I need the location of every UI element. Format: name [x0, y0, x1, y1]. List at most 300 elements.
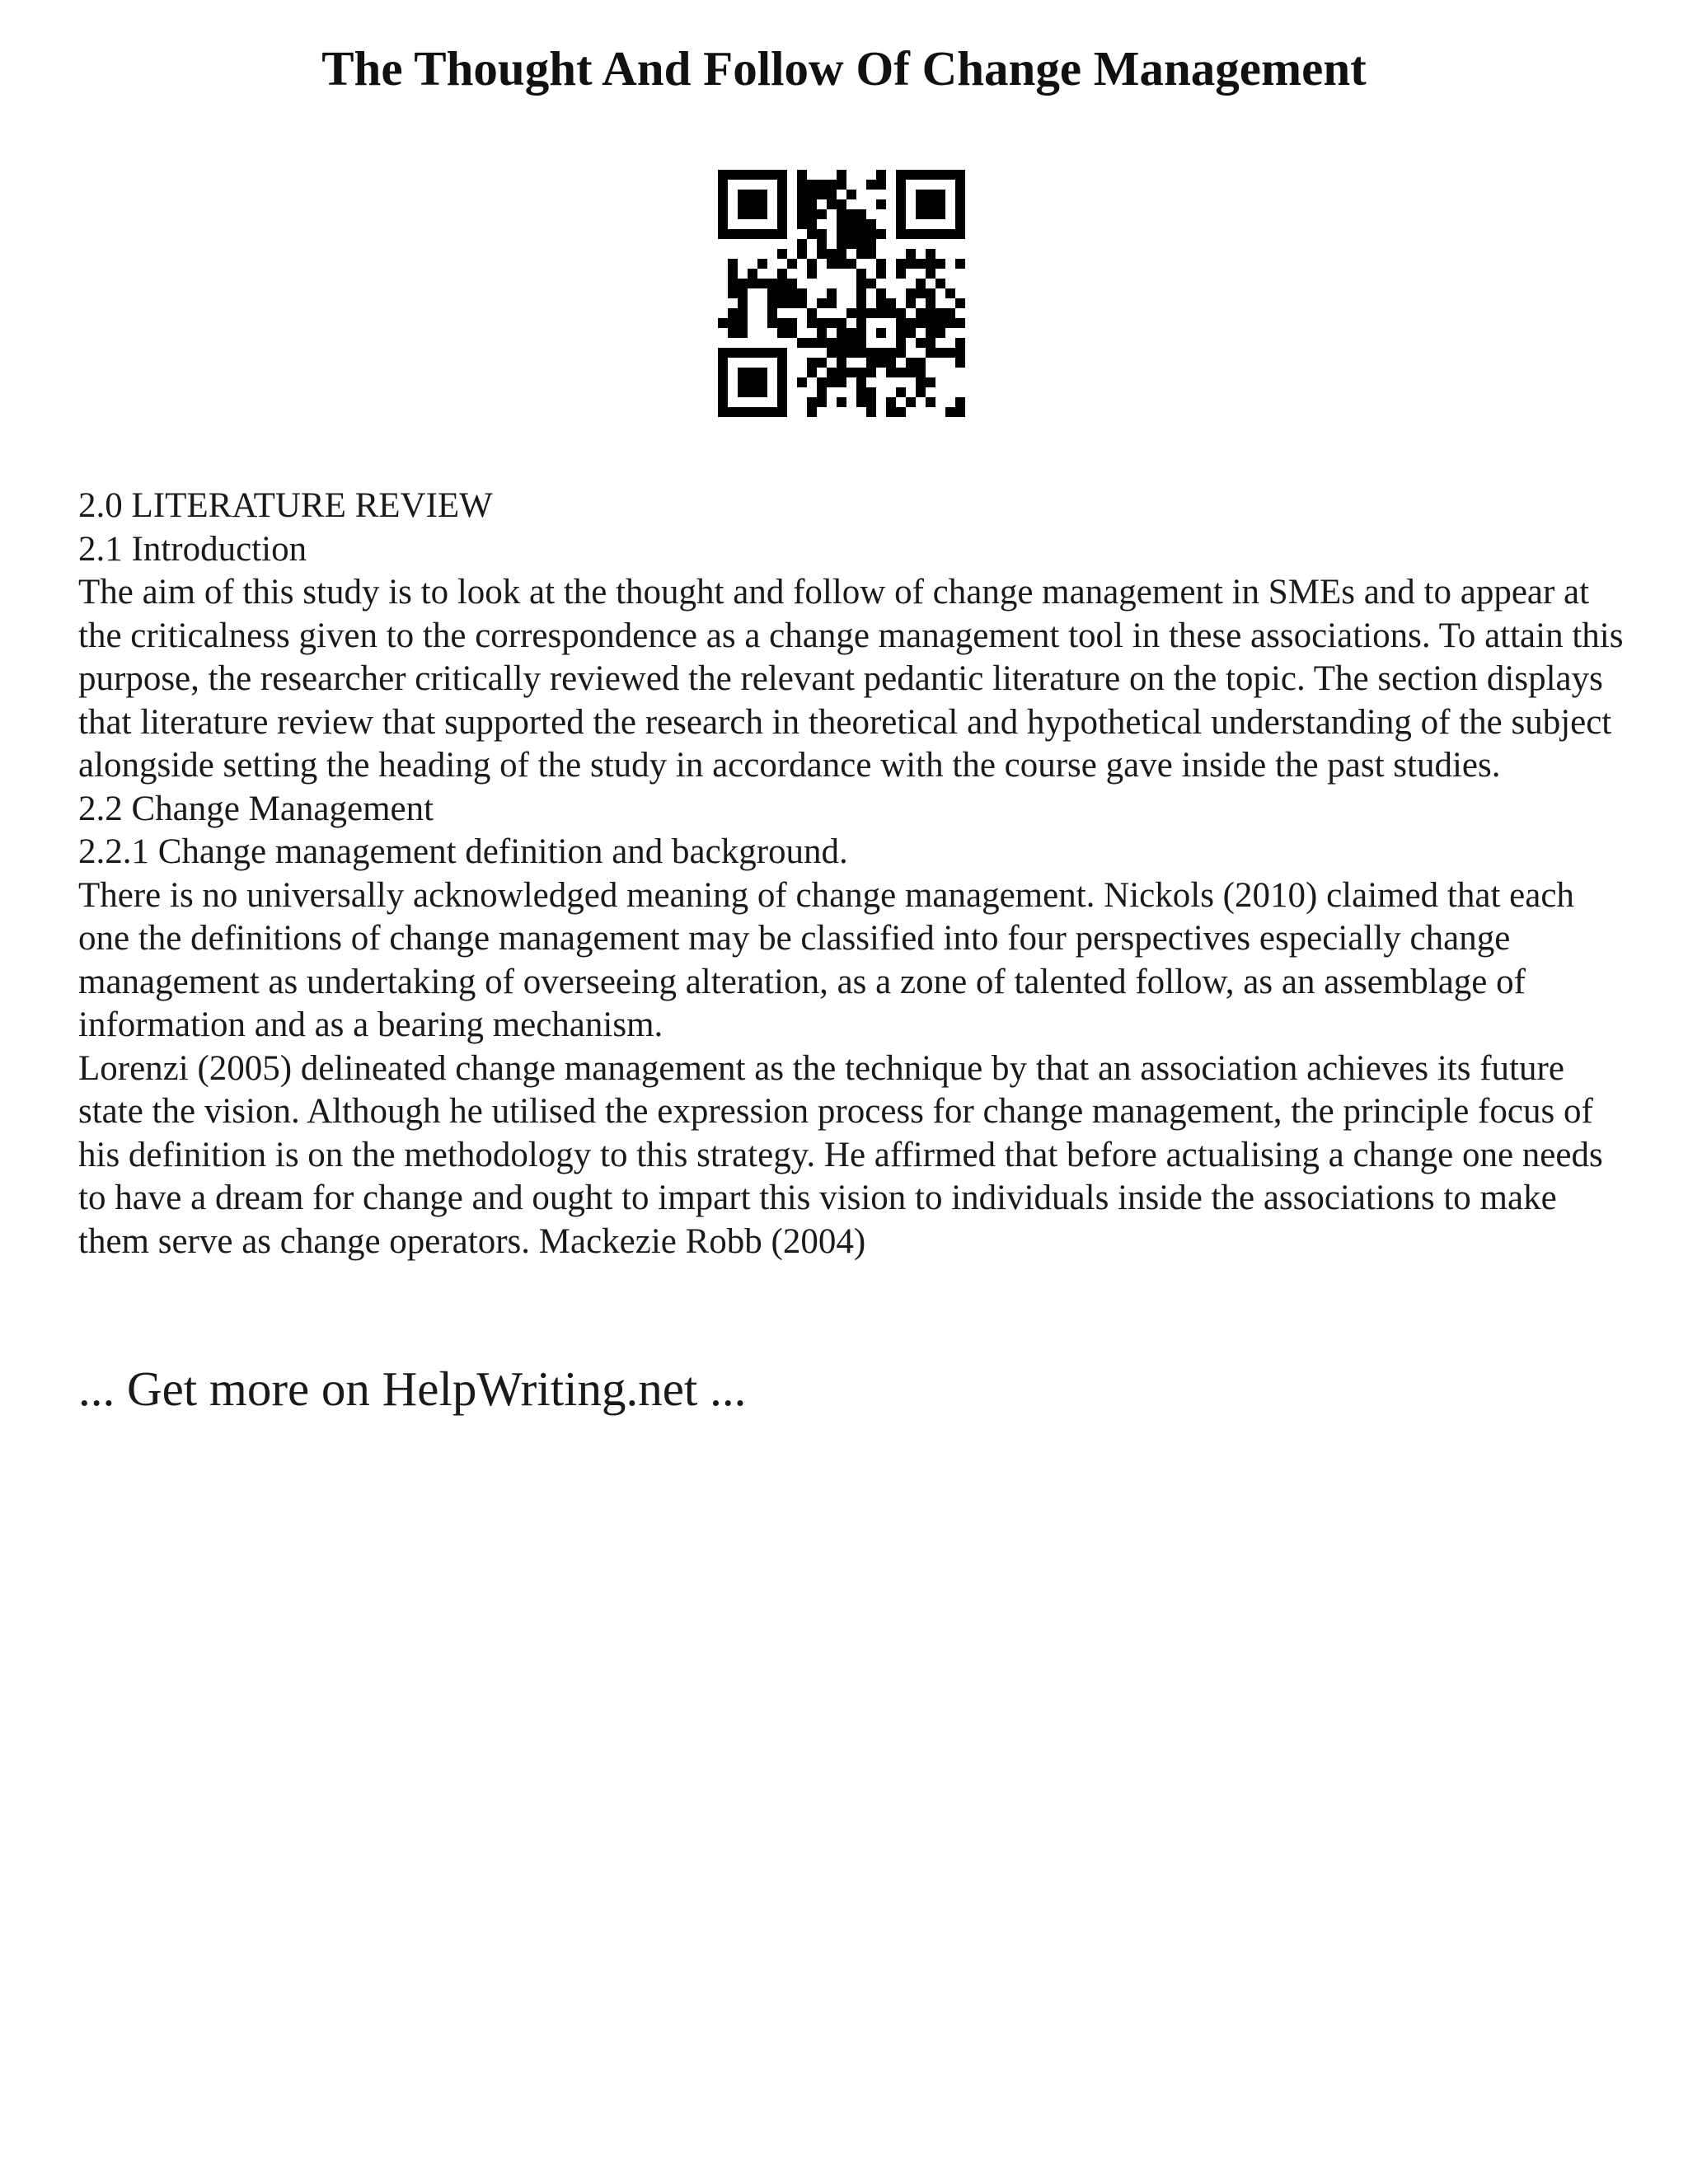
- qr-module: [856, 298, 866, 308]
- qr-module: [827, 348, 837, 358]
- qr-module: [866, 239, 876, 249]
- qr-module: [906, 368, 916, 377]
- qr-module: [807, 219, 817, 229]
- qr-module: [896, 348, 906, 358]
- qr-module: [807, 308, 817, 318]
- qr-module: [728, 229, 738, 239]
- qr-module: [906, 318, 916, 328]
- qr-module: [797, 180, 807, 190]
- qr-module: [837, 328, 846, 338]
- document-body: [78, 485, 1628, 1263]
- qr-module: [817, 229, 827, 239]
- qr-module: [807, 318, 817, 328]
- qr-module: [856, 328, 866, 338]
- qr-module: [837, 368, 846, 377]
- qr-module: [757, 407, 767, 417]
- qr-module: [827, 338, 837, 348]
- qr-module: [945, 288, 955, 298]
- qr-module: [935, 229, 945, 239]
- qr-module: [718, 377, 728, 387]
- qr-module: [896, 229, 906, 239]
- qr-module: [807, 209, 817, 219]
- qr-module: [777, 387, 787, 397]
- qr-module: [886, 308, 896, 318]
- qr-module: [728, 259, 738, 269]
- qr-module: [886, 358, 896, 368]
- qr-module: [767, 318, 777, 328]
- qr-module: [866, 397, 876, 407]
- qr-module: [817, 180, 827, 190]
- qr-module: [817, 377, 827, 387]
- qr-module: [866, 279, 876, 288]
- qr-module: [837, 358, 846, 368]
- qr-module: [916, 358, 926, 368]
- qr-module: [807, 338, 817, 348]
- qr-module: [945, 318, 955, 328]
- qr-module: [827, 190, 837, 199]
- qr-module: [856, 338, 866, 348]
- qr-module: [787, 259, 797, 269]
- qr-module: [846, 229, 856, 239]
- qr-module: [866, 358, 876, 368]
- qr-module: [837, 338, 846, 348]
- qr-module: [777, 368, 787, 377]
- qr-module: [827, 298, 837, 308]
- qr-module: [748, 209, 757, 219]
- qr-module: [945, 308, 955, 318]
- qr-module: [886, 348, 896, 358]
- qr-module: [935, 170, 945, 180]
- qr-module: [935, 348, 945, 358]
- qr-module: [807, 358, 817, 368]
- qr-module: [787, 298, 797, 308]
- qr-module: [817, 328, 827, 338]
- qr-module: [837, 219, 846, 229]
- qr-module: [748, 190, 757, 199]
- qr-module: [955, 209, 965, 219]
- qr-module: [955, 170, 965, 180]
- qr-module: [738, 298, 748, 308]
- qr-module: [748, 348, 757, 358]
- qr-module: [866, 229, 876, 239]
- qr-module: [876, 358, 886, 368]
- qr-module: [777, 377, 787, 387]
- qr-module: [906, 328, 916, 338]
- qr-module: [876, 259, 886, 269]
- qr-module: [738, 387, 748, 397]
- qr-module: [916, 259, 926, 269]
- qr-module: [856, 308, 866, 318]
- qr-module: [846, 209, 856, 219]
- qr-module: [955, 219, 965, 229]
- qr-module: [955, 298, 965, 308]
- qr-module: [817, 249, 827, 259]
- qr-module: [777, 229, 787, 239]
- qr-module: [945, 170, 955, 180]
- qr-module: [777, 288, 787, 298]
- qr-module: [728, 279, 738, 288]
- qr-module: [886, 407, 896, 417]
- qr-module: [846, 239, 856, 249]
- qr-module: [787, 328, 797, 338]
- qr-module: [718, 407, 728, 417]
- qr-module: [718, 397, 728, 407]
- qr-module: [738, 308, 748, 318]
- qr-module: [748, 279, 757, 288]
- qr-module: [767, 407, 777, 417]
- qr-module: [866, 387, 876, 397]
- qr-module: [817, 338, 827, 348]
- qr-module: [926, 308, 935, 318]
- qr-module: [807, 199, 817, 209]
- qr-module: [926, 288, 935, 298]
- qr-module: [757, 348, 767, 358]
- qr-module: [837, 348, 846, 358]
- qr-module: [827, 249, 837, 259]
- qr-module: [718, 368, 728, 377]
- qr-module: [807, 190, 817, 199]
- qr-module: [837, 318, 846, 328]
- qr-module: [718, 219, 728, 229]
- qr-module: [856, 377, 866, 387]
- qr-module: [856, 348, 866, 358]
- qr-module: [767, 308, 777, 318]
- qr-module: [926, 249, 935, 259]
- qr-module: [896, 209, 906, 219]
- qr-module: [846, 368, 856, 377]
- qr-module: [807, 229, 817, 239]
- qr-module: [876, 269, 886, 279]
- qr-module: [846, 348, 856, 358]
- qr-module: [935, 279, 945, 288]
- qr-module: [738, 190, 748, 199]
- qr-module: [807, 407, 817, 417]
- qr-module: [777, 298, 787, 308]
- qr-module: [827, 318, 837, 328]
- qr-module: [797, 219, 807, 229]
- qr-module: [955, 199, 965, 209]
- qr-module: [837, 170, 846, 180]
- qr-module: [846, 308, 856, 318]
- qr-module: [728, 269, 738, 279]
- qr-module: [896, 387, 906, 397]
- qr-module: [817, 190, 827, 199]
- qr-module: [896, 219, 906, 229]
- qr-module: [837, 377, 846, 387]
- qr-module: [837, 229, 846, 239]
- qr-module: [866, 249, 876, 259]
- qr-module: [757, 259, 767, 269]
- qr-module: [926, 190, 935, 199]
- qr-module: [777, 397, 787, 407]
- qr-module: [777, 269, 787, 279]
- qr-module: [748, 387, 757, 397]
- qr-module: [856, 219, 866, 229]
- qr-module: [728, 348, 738, 358]
- qr-module: [817, 209, 827, 219]
- qr-module: [738, 288, 748, 298]
- qr-module: [856, 269, 866, 279]
- qr-module: [718, 209, 728, 219]
- qr-module: [896, 190, 906, 199]
- qr-module: [926, 338, 935, 348]
- qr-module: [886, 368, 896, 377]
- qr-module: [827, 288, 837, 298]
- qr-module: [896, 368, 906, 377]
- qr-module: [935, 308, 945, 318]
- qr-module: [856, 387, 866, 397]
- qr-module: [738, 377, 748, 387]
- qr-module: [718, 318, 728, 328]
- qr-module: [876, 229, 886, 239]
- qr-module: [876, 328, 886, 338]
- qr-module: [718, 387, 728, 397]
- qr-module: [748, 229, 757, 239]
- qr-module: [906, 170, 916, 180]
- paragraph-definition: There is no universally acknowledged meaning of change management. Nickols (2010) claimed that each one the definitions of change management may be classified into four perspectives especially change management as undertaking of overseeing alteration, as a zone of talented follow, as an assemblage of information and as a bearing mechanism.: [78, 875, 1574, 1044]
- qr-module: [738, 407, 748, 417]
- qr-module: [876, 308, 886, 318]
- qr-module: [926, 328, 935, 338]
- qr-module: [896, 199, 906, 209]
- qr-module: [757, 190, 767, 199]
- qr-module: [955, 338, 965, 348]
- qr-module: [926, 170, 935, 180]
- qr-module: [767, 298, 777, 308]
- qr-module: [896, 170, 906, 180]
- qr-module: [876, 298, 886, 308]
- get-more-link[interactable]: ... Get more on HelpWriting.net ...: [78, 1361, 747, 1416]
- qr-module: [738, 229, 748, 239]
- qr-module: [718, 358, 728, 368]
- qr-module: [916, 279, 926, 288]
- qr-module: [916, 387, 926, 397]
- qr-module: [767, 288, 777, 298]
- qr-module: [906, 298, 916, 308]
- qr-module: [797, 377, 807, 387]
- qr-module: [827, 259, 837, 269]
- qr-module: [728, 308, 738, 318]
- qr-module: [866, 407, 876, 417]
- qr-module: [945, 348, 955, 358]
- qr-module: [738, 170, 748, 180]
- qr-module: [757, 387, 767, 397]
- qr-module: [955, 397, 965, 407]
- qr-module: [777, 348, 787, 358]
- qr-module: [916, 288, 926, 298]
- qr-module: [748, 170, 757, 180]
- qr-module: [738, 209, 748, 219]
- qr-module: [738, 279, 748, 288]
- qr-module: [916, 229, 926, 239]
- qr-module: [926, 377, 935, 387]
- qr-module: [955, 180, 965, 190]
- qr-module: [896, 180, 906, 190]
- qr-module: [757, 368, 767, 377]
- qr-module: [896, 308, 906, 318]
- qr-module: [757, 209, 767, 219]
- qr-module: [728, 288, 738, 298]
- qr-module: [777, 328, 787, 338]
- qr-module: [926, 209, 935, 219]
- qr-module: [906, 358, 916, 368]
- qr-module: [906, 259, 916, 269]
- qr-module: [866, 368, 876, 377]
- qr-module: [896, 259, 906, 269]
- qr-module: [916, 170, 926, 180]
- qr-module: [916, 318, 926, 328]
- qr-module: [926, 199, 935, 209]
- qr-module: [777, 199, 787, 209]
- section-heading-literature-review: 2.0 LITERATURE REVIEW: [78, 486, 493, 525]
- qr-module: [856, 288, 866, 298]
- qr-module: [837, 249, 846, 259]
- qr-module: [757, 377, 767, 387]
- qr-module: [738, 199, 748, 209]
- qr-module: [827, 180, 837, 190]
- qr-module: [886, 298, 896, 308]
- qr-module: [916, 368, 926, 377]
- qr-module: [896, 407, 906, 417]
- qr-module: [797, 209, 807, 219]
- qr-module: [935, 259, 945, 269]
- qr-module: [856, 209, 866, 219]
- qr-module: [837, 259, 846, 269]
- qr-module: [906, 229, 916, 239]
- qr-module: [926, 318, 935, 328]
- qr-module: [926, 298, 935, 308]
- qr-module: [856, 397, 866, 407]
- qr-module: [837, 239, 846, 249]
- qr-module: [807, 180, 817, 190]
- qr-module: [748, 407, 757, 417]
- qr-module: [767, 229, 777, 239]
- qr-module: [955, 318, 965, 328]
- qr-module: [866, 348, 876, 358]
- qr-module: [906, 397, 916, 407]
- qr-module: [797, 199, 807, 209]
- qr-module: [797, 298, 807, 308]
- qr-module: [817, 397, 827, 407]
- qr-module: [767, 170, 777, 180]
- qr-module: [837, 199, 846, 209]
- qr-module: [876, 288, 886, 298]
- qr-module: [748, 199, 757, 209]
- qr-module: [916, 199, 926, 209]
- subsection-heading-definition: 2.2.1 Change management definition and background.: [78, 832, 848, 871]
- qr-module: [738, 348, 748, 358]
- qr-module: [718, 229, 728, 239]
- qr-module: [856, 239, 866, 249]
- qr-module: [926, 348, 935, 358]
- qr-module: [797, 338, 807, 348]
- qr-module: [777, 407, 787, 417]
- qr-module: [777, 279, 787, 288]
- qr-module: [856, 368, 866, 377]
- qr-module: [876, 199, 886, 209]
- qr-module: [935, 199, 945, 209]
- qr-module: [817, 358, 827, 368]
- qr-module: [777, 190, 787, 199]
- section-heading-change-management: 2.2 Change Management: [78, 789, 434, 828]
- qr-module: [728, 328, 738, 338]
- qr-module: [955, 407, 965, 417]
- qr-module: [757, 229, 767, 239]
- qr-module: [906, 249, 916, 259]
- qr-module: [916, 308, 926, 318]
- qr-module: [827, 368, 837, 377]
- qr-module: [846, 259, 856, 269]
- qr-module: [876, 170, 886, 180]
- qr-module: [748, 269, 757, 279]
- qr-module: [777, 249, 787, 259]
- qr-module: [856, 318, 866, 328]
- qr-module: [777, 180, 787, 190]
- qr-module: [827, 377, 837, 387]
- qr-module: [777, 170, 787, 180]
- qr-module: [896, 318, 906, 328]
- qr-code-icon: [718, 170, 965, 417]
- qr-module: [926, 269, 935, 279]
- qr-module: [767, 279, 777, 288]
- qr-module: [926, 259, 935, 269]
- qr-module: [738, 318, 748, 328]
- qr-module: [738, 368, 748, 377]
- qr-module: [916, 190, 926, 199]
- qr-module: [767, 348, 777, 358]
- qr-module: [856, 249, 866, 259]
- qr-module: [728, 318, 738, 328]
- qr-module: [945, 407, 955, 417]
- qr-module: [837, 209, 846, 219]
- qr-module: [935, 190, 945, 199]
- qr-module: [926, 229, 935, 239]
- qr-module: [718, 348, 728, 358]
- qr-module: [777, 209, 787, 219]
- qr-module: [896, 269, 906, 279]
- qr-module: [866, 180, 876, 190]
- paragraph-lorenzi: Lorenzi (2005) delineated change management as the technique by that an association achieves its future state the vision. Although he utilised the expression process for change management, the principle focus of his definition is on the methodology to this strategy. He affirmed that before actualising a change one needs to have a dream for change and ought to impart this vision to individuals inside the associations to make them serve as change operators. Mackezie Robb (2004): [78, 1048, 1603, 1261]
- section-heading-introduction: 2.1 Introduction: [78, 529, 307, 569]
- qr-module: [787, 318, 797, 328]
- qr-module: [817, 239, 827, 249]
- qr-module: [787, 279, 797, 288]
- qr-module: [797, 239, 807, 249]
- qr-module: [718, 170, 728, 180]
- qr-module: [807, 259, 817, 269]
- qr-module: [916, 209, 926, 219]
- qr-module: [718, 199, 728, 209]
- qr-module: [886, 397, 896, 407]
- qr-module: [906, 288, 916, 298]
- qr-module: [748, 377, 757, 387]
- qr-module: [935, 328, 945, 338]
- qr-module: [856, 229, 866, 239]
- qr-module: [935, 209, 945, 219]
- qr-module: [797, 170, 807, 180]
- document-title: The Thought And Follow Of Change Management: [321, 41, 1367, 96]
- qr-module: [777, 219, 787, 229]
- qr-module: [945, 229, 955, 239]
- qr-module: [866, 219, 876, 229]
- qr-module: [876, 180, 886, 190]
- qr-module: [846, 338, 856, 348]
- qr-module: [837, 180, 846, 190]
- qr-module: [807, 397, 817, 407]
- qr-module: [777, 318, 787, 328]
- qr-module: [846, 219, 856, 229]
- qr-module: [955, 259, 965, 269]
